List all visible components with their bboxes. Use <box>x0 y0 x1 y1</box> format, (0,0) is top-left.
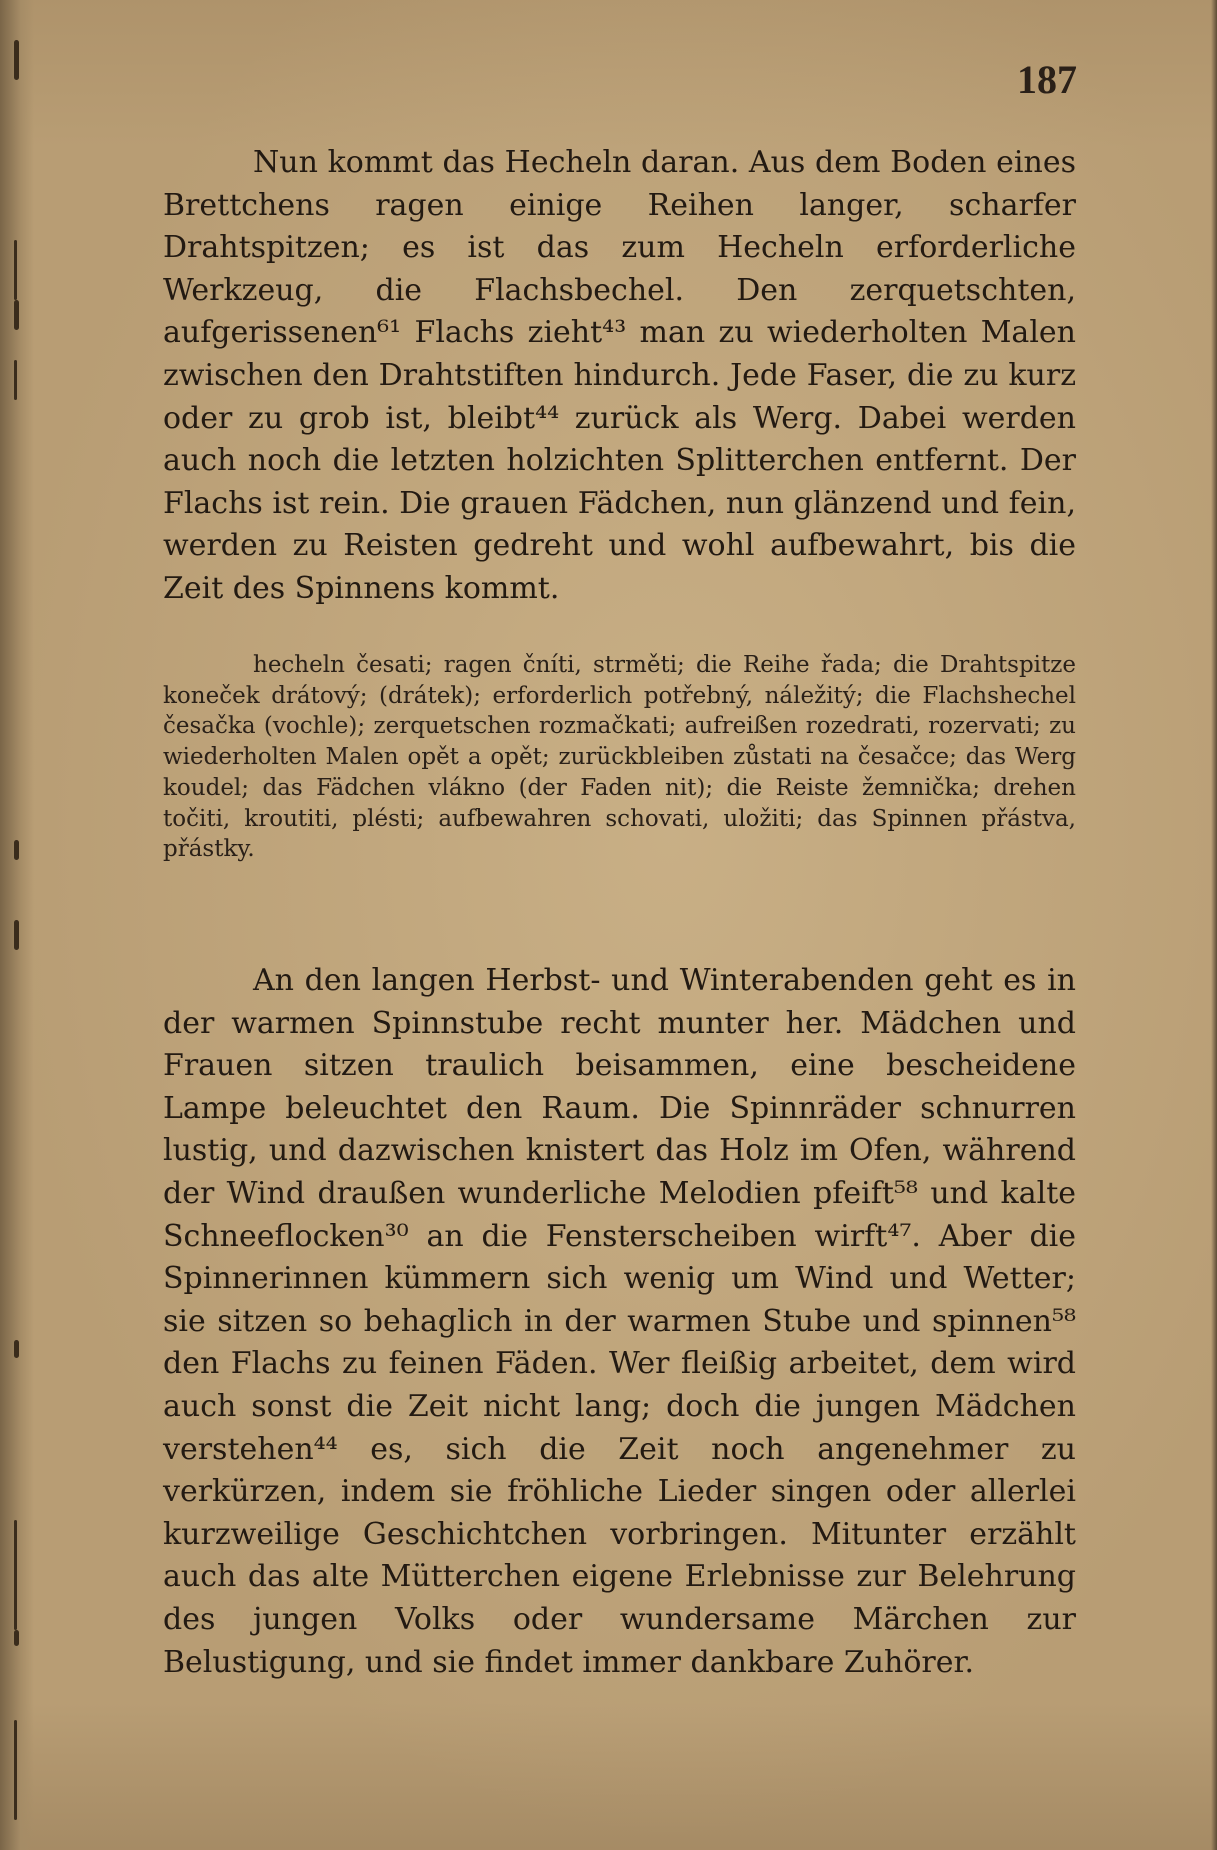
paragraph-spinnstube: An den langen Herbst- und Winterabenden geht es in der warmen Spinnstube recht munter her. Mädchen und Frauen sitzen traulich beisammen, eine bescheidene Lampe beleuchtet den Raum. Die Spinnräder schnurren lustig, und dazwischen knistert das Holz im Ofen, während der Wind draußen wunderliche Melodien pfeift⁵⁸ und kalte Schneeflocken³⁰ an die Fensterscheiben wirft⁴⁷. Aber die Spinnerinnen kümmern sich wenig um Wind und Wetter; sie sitzen so behaglich in der warmen Stube und spinnen⁵⁸ den Flachs zu feinen Fäden. Wer fleißig arbeitet, dem wird auch sonst die Zeit nicht lang; doch die jungen Mädchen verstehen⁴⁴ es, sich die Zeit noch angenehmer zu verkürzen, indem sie fröhliche Lieder singen oder allerlei kurzweilige Geschichtchen vorbringen. Mitunter erzählt auch das alte Mütterchen eigene Erlebnisse zur Belehrung des jungen Volks oder wundersame Märchen zur Belustigung, und sie findet immer dankbare Zuhörer. <box>163 963 1076 1680</box>
binding-mark <box>14 300 19 330</box>
vocabulary-notes: hecheln česati; ragen čníti, strměti; die Reihe řada; die Drahtspitze koneček drátový; (drátek); erforderlich potřebný, náležitý; die Flachshechel česačka (vochle); zerquetschen rozmačkati; aufreißen rozedrati, rozervati; zu wiederholten Malen opět a opět; zurückbleiben zůstati na česačce; das Werg koudel; das Fädchen vlákno (der Faden nit); die Reiste žemnička; drehen točiti, kroutiti, plésti; aufbewahren schovati, uložiti; das Spinnen přástva, přástky. <box>163 652 1076 863</box>
binding-mark <box>14 1520 17 1630</box>
binding-mark <box>14 1630 19 1646</box>
binding-mark <box>14 1720 17 1820</box>
page-binding <box>0 0 34 1850</box>
binding-mark <box>14 1340 19 1358</box>
binding-mark <box>14 360 17 400</box>
binding-mark <box>14 240 17 300</box>
page-edge <box>1211 0 1217 1850</box>
binding-mark <box>14 840 19 860</box>
binding-mark <box>14 40 19 80</box>
paragraph-hecheln: Nun kommt das Hecheln daran. Aus dem Boden eines Brettchens ragen einige Reihen langer, scharfer Drahtspitzen; es ist das zum Hecheln erforderliche Werkzeug, die Flachsbechel. Den zerquetschten, aufgerissenen⁶¹ Flachs zieht⁴³ man zu wiederholten Malen zwischen den Drahtstiften hindurch. Jede Faser, die zu kurz oder zu grob ist, bleibt⁴⁴ zurück als Werg. Dabei werden auch noch die letzten holzichten Splitterchen entfernt. Der Flachs ist rein. Die grauen Fädchen, nun glänzend und fein, werden zu Reisten gedreht und wohl aufbewahrt, bis die Zeit des Spinnens kommt. <box>163 145 1076 606</box>
page-number: 187 <box>1017 57 1077 102</box>
binding-mark <box>14 920 19 950</box>
